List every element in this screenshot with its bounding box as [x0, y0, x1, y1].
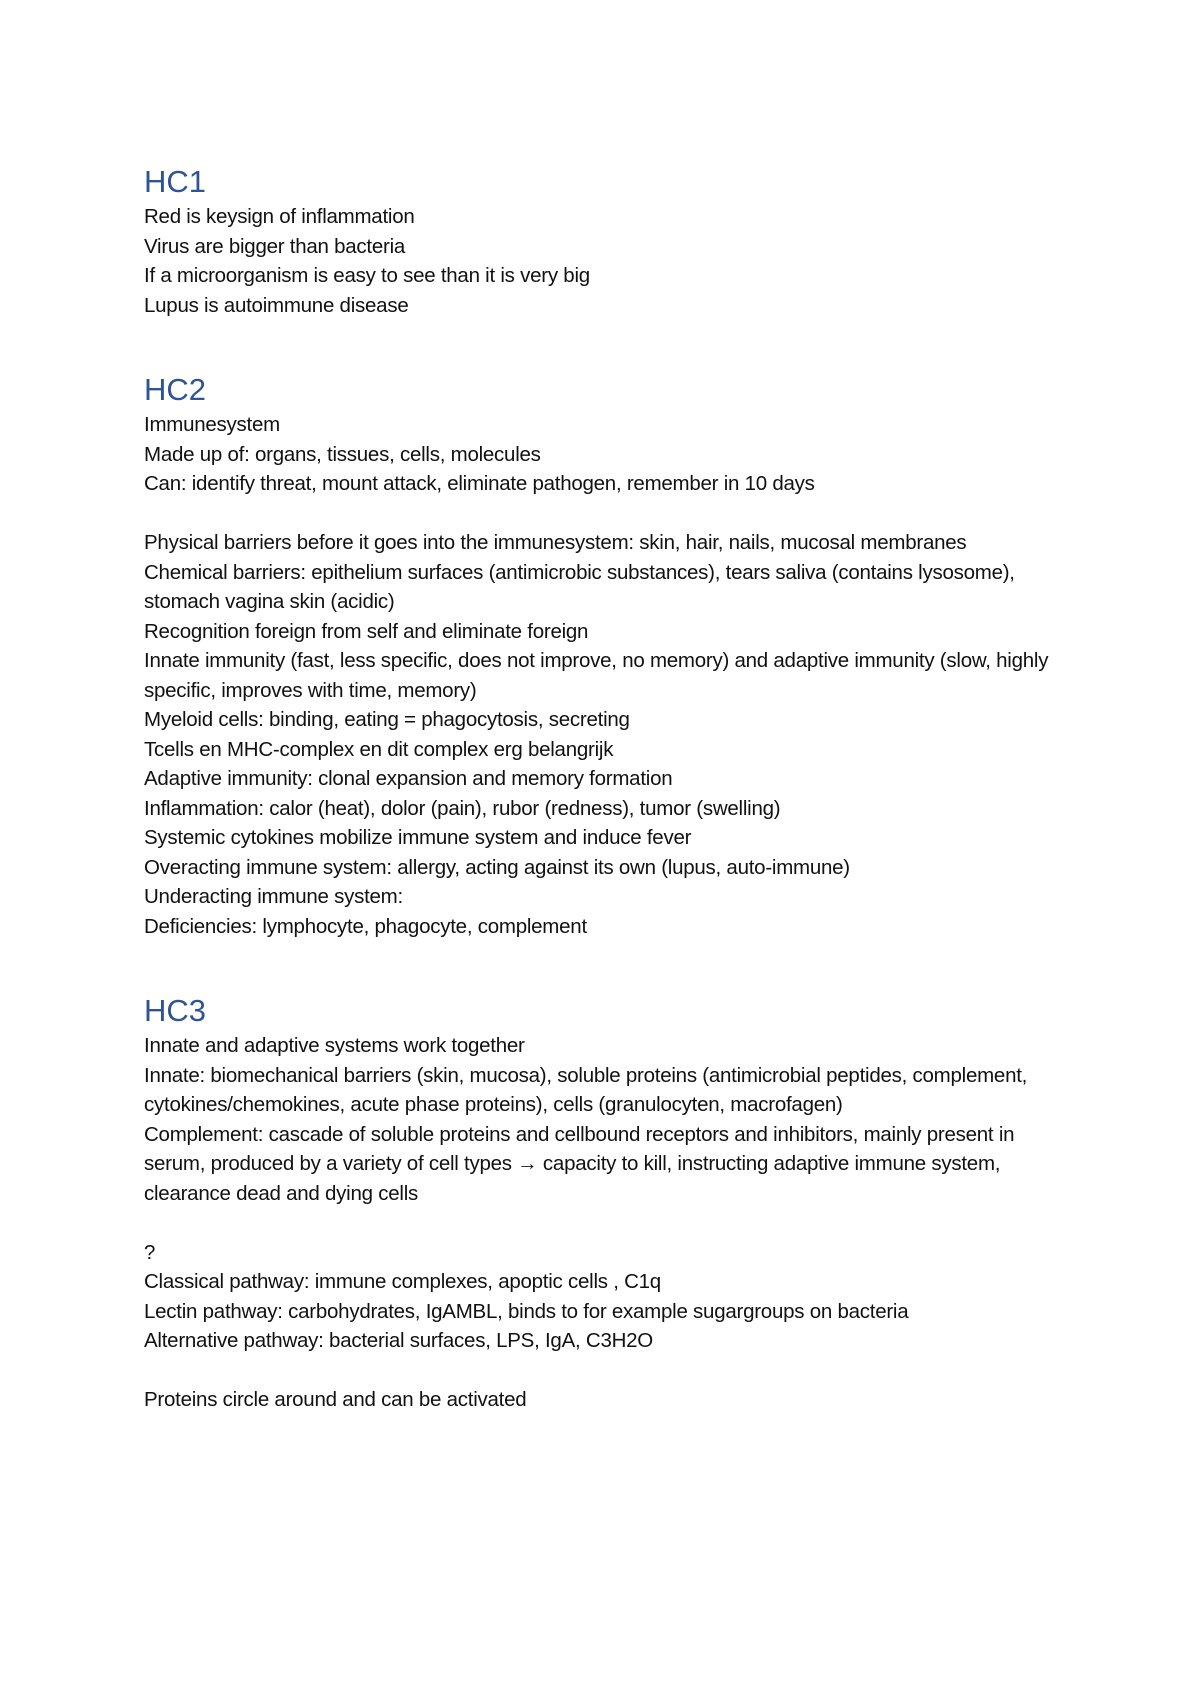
paragraph: Recognition foreign from self and eliminate foreign	[144, 619, 589, 643]
blank-line	[144, 1356, 1074, 1386]
paragraph: ?	[144, 1240, 156, 1264]
section-spacer	[144, 941, 1074, 991]
paragraph: Can: identify threat, mount attack, eliminate pathogen, remember in 10 days	[144, 472, 815, 495]
paragraph: Innate immunity (fast, less specific, does not improve, no memory) and adaptive immunity (slow, highly specific, improves with time, memory)	[144, 649, 1049, 702]
paragraph: Innate and adaptive systems work together	[144, 1034, 525, 1057]
section-heading: HC1	[144, 164, 207, 199]
paragraph: If a microorganism is easy to see than it is very big	[144, 264, 590, 287]
paragraph: Complement: cascade of soluble proteins and cellbound receptors and inhibitors, mainly present in serum, produced by a variety of cell types → capacity to kill, instructing adaptive immune system, clearance dead and dying cells	[144, 1122, 1015, 1205]
paragraph: Adaptive immunity: clonal expansion and memory formation	[144, 767, 673, 790]
paragraph: Made up of: organs, tissues, cells, molecules	[144, 442, 541, 466]
paragraph: Deficiencies: lymphocyte, phagocyte, complement	[144, 914, 587, 938]
paragraph: Red is keysign of inflammation	[144, 205, 415, 228]
section-heading: HC2	[144, 372, 207, 407]
paragraph: Classical pathway: immune complexes, apoptic cells , C1q	[144, 1270, 661, 1293]
paragraph: Virus are bigger than bacteria	[144, 234, 406, 258]
paragraph: Chemical barriers: epithelium surfaces (antimicrobic substances), tears saliva (contains lysosome), stomach vagina skin (acidic)	[144, 560, 1015, 613]
paragraph: Immunesystem	[144, 413, 280, 436]
paragraph: Overacting immune system: allergy, acting against its own (lupus, auto-immune)	[144, 855, 850, 879]
paragraph: Proteins circle around and can be activated	[144, 1388, 527, 1411]
paragraph: Systemic cytokines mobilize immune system and induce fever	[144, 826, 692, 849]
paragraph: Myeloid cells: binding, eating = phagocytosis, secreting	[144, 708, 630, 731]
paragraph: Innate: biomechanical barriers (skin, mucosa), soluble proteins (antimicrobial peptides, complement, cytokines/chemokines, acute phase proteins), cells (granulocyten, macrofagen)	[144, 1063, 1028, 1116]
paragraph: Underacting immune system:	[144, 885, 403, 908]
blank-line	[144, 499, 1074, 529]
paragraph: Inflammation: calor (heat), dolor (pain), rubor (redness), tumor (swelling)	[144, 796, 781, 820]
paragraph: Physical barriers before it goes into the immunesystem: skin, hair, nails, mucosal membranes	[144, 531, 967, 554]
section-heading: HC3	[144, 993, 207, 1028]
paragraph: Tcells en MHC-complex en dit complex erg belangrijk	[144, 737, 614, 761]
paragraph: Alternative pathway: bacterial surfaces, LPS, IgA, C3H2O	[144, 1329, 654, 1352]
document-page	[144, 162, 1074, 1415]
blank-line	[144, 1208, 1074, 1238]
paragraph: Lectin pathway: carbohydrates, IgAMBL, binds to for example sugargroups on bacteria	[144, 1299, 909, 1323]
paragraph: Lupus is autoimmune disease	[144, 293, 409, 317]
section-spacer	[144, 320, 1074, 370]
